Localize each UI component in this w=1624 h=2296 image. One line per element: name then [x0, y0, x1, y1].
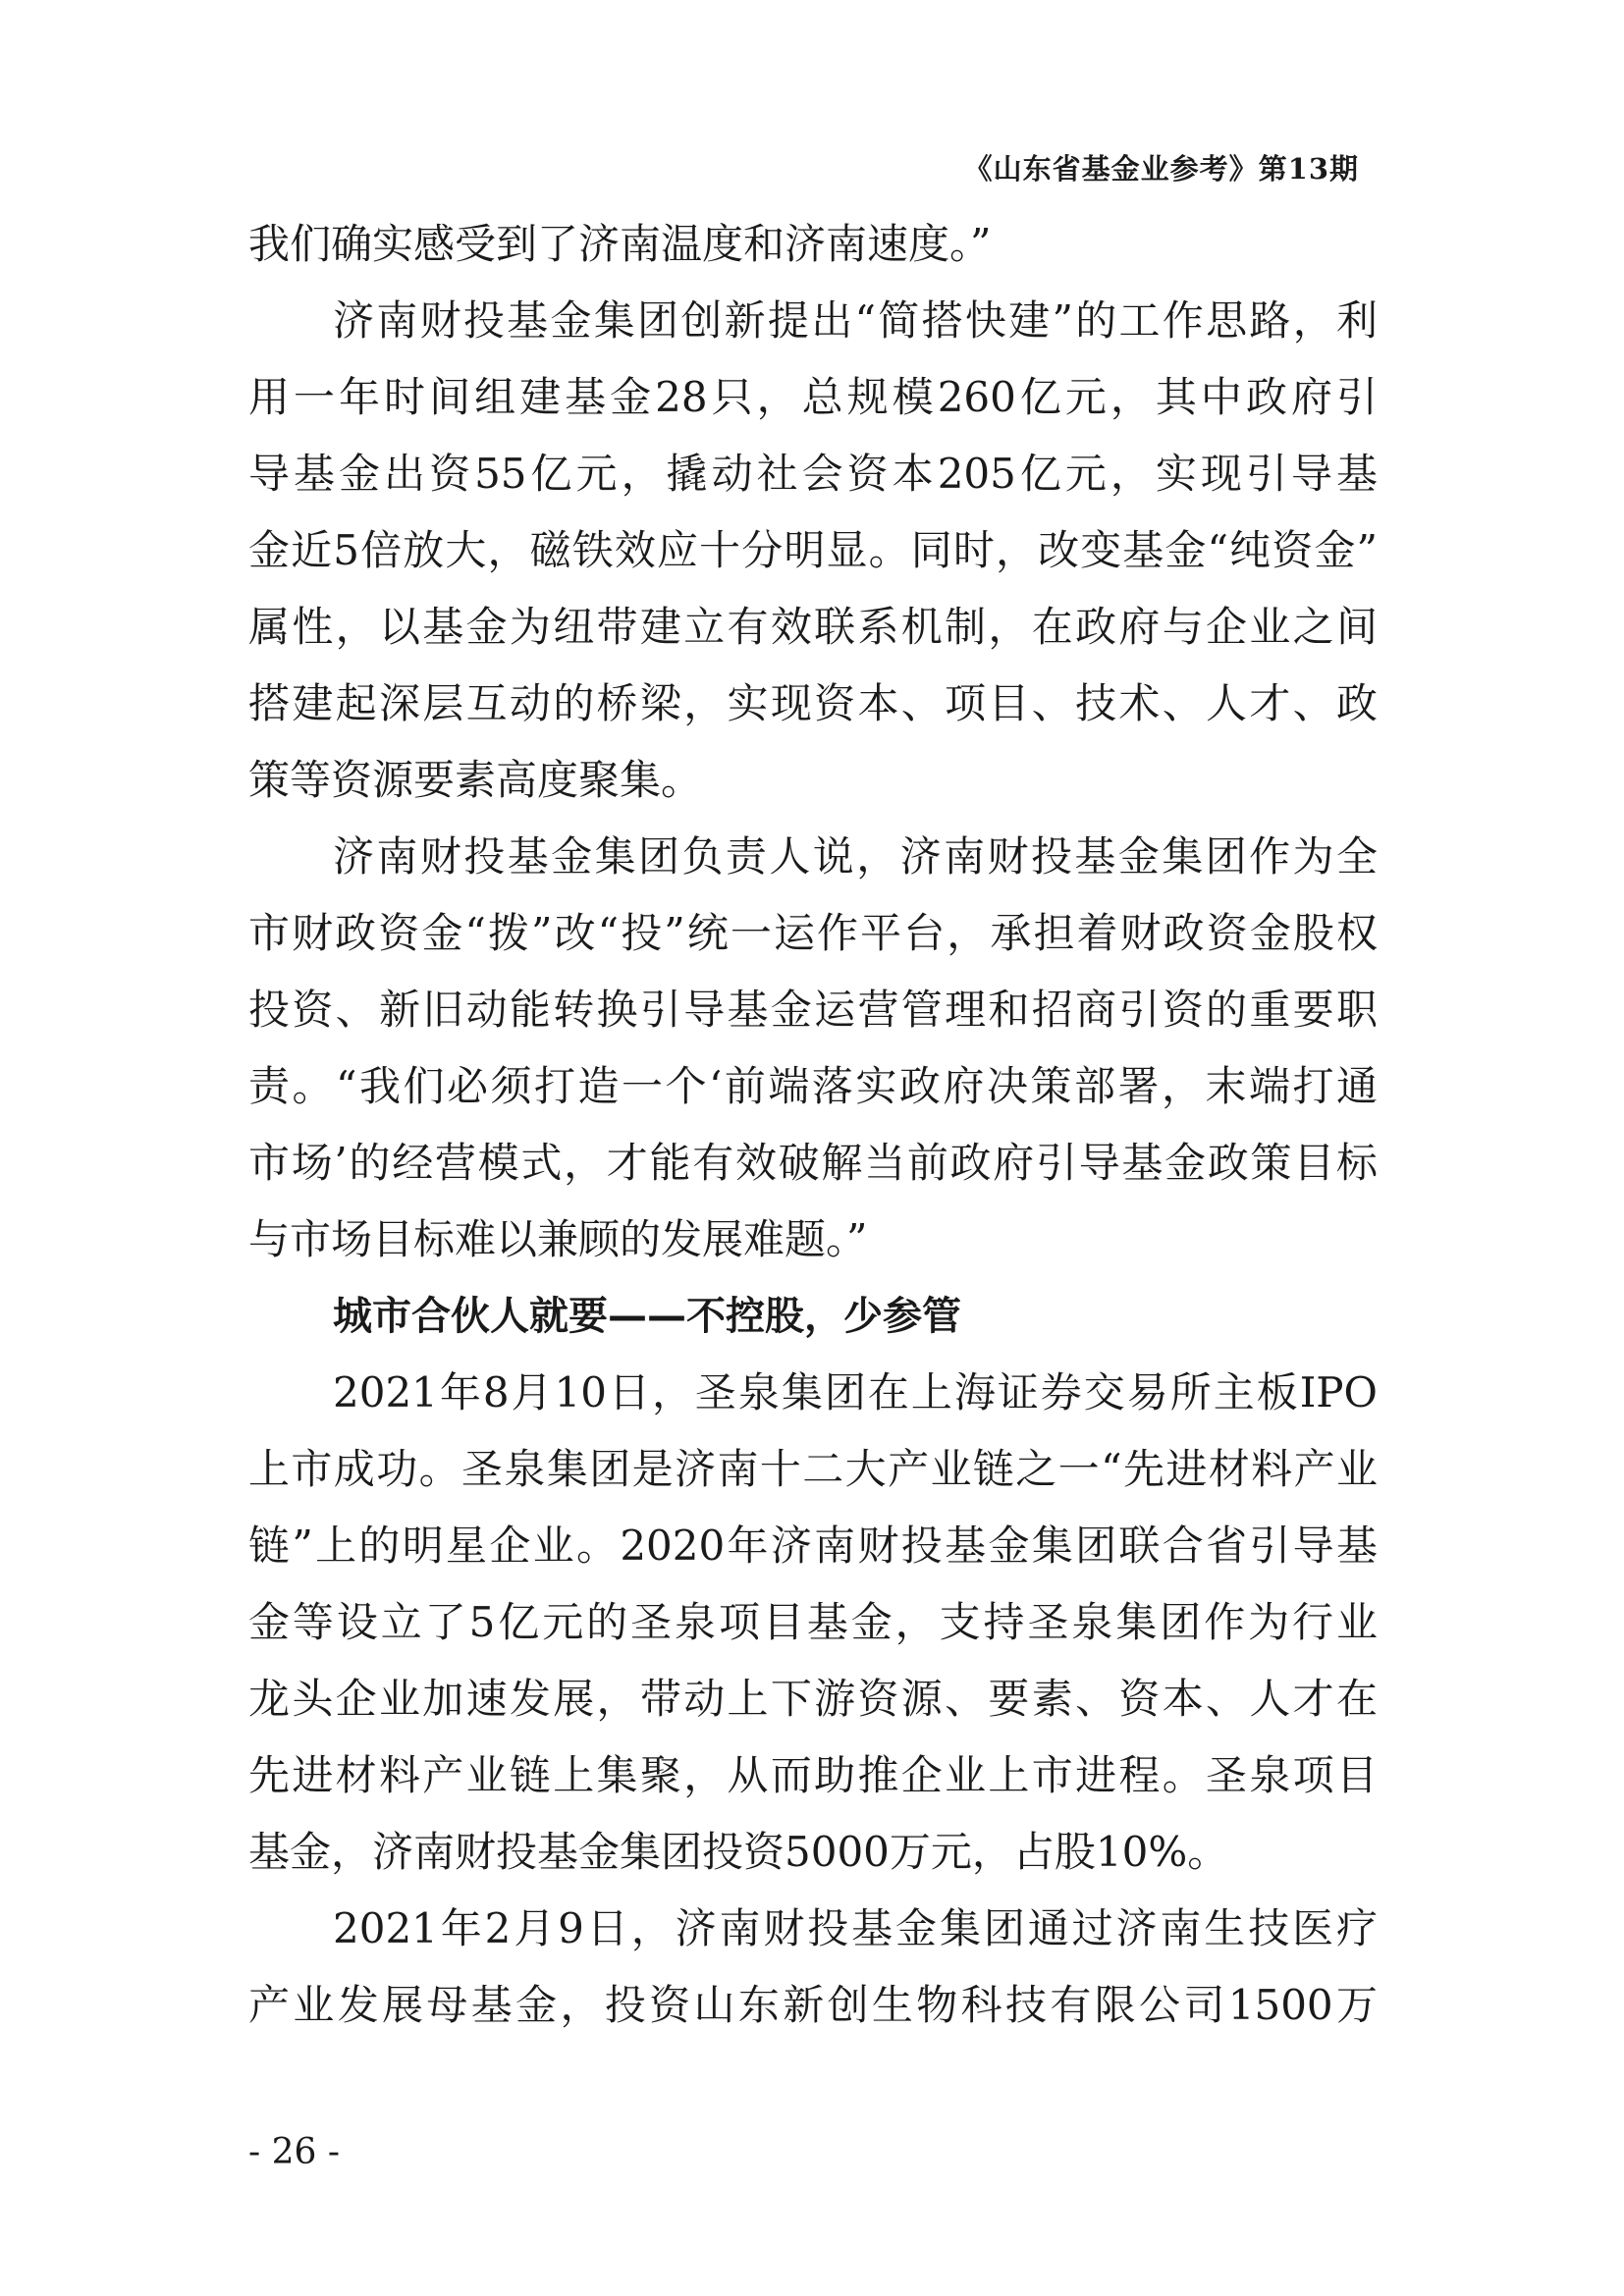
body-line: 市财政资金“拨”改“投”统一运作平台，承担着财政资金股权: [248, 909, 1378, 957]
running-header: 《山东省基金业参考》第13期: [963, 152, 1359, 186]
body-line: 济南财投基金集团负责人说，济南财投基金集团作为全: [333, 832, 1378, 881]
body-line: 投资、新旧动能转换引导基金运营管理和招商引资的重要职: [248, 986, 1378, 1034]
body-line: 市场’的经营模式，才能有效破解当前政府引导基金政策目标: [248, 1139, 1378, 1187]
section-heading: 城市合伙人就要——不控股，少参管: [333, 1294, 961, 1339]
body-line: 先进材料产业链上集聚，从而助推企业上市进程。圣泉项目: [248, 1751, 1378, 1799]
body-line: 济南财投基金集团创新提出“简搭快建”的工作思路，利: [333, 296, 1378, 345]
body-line: 2021年8月10日，圣泉集团在上海证券交易所主板IPO: [333, 1368, 1378, 1416]
body-line: 与市场目标难以兼顾的发展难题。”: [248, 1215, 868, 1263]
body-line: 导基金出资55亿元，撬动社会资本205亿元，实现引导基: [248, 450, 1378, 498]
body-line: 2021年2月9日，济南财投基金集团通过济南生技医疗: [333, 1904, 1378, 1952]
body-line: 搭建起深层互动的桥梁，实现资本、项目、技术、人才、政: [248, 679, 1378, 727]
body-line: 基金，济南财投基金集团投资5000万元，占股10%。: [248, 1828, 1229, 1876]
body-line: 属性，以基金为纽带建立有效联系机制，在政府与企业之间: [248, 603, 1378, 651]
body-line: 龙头企业加速发展，带动上下游资源、要素、资本、人才在: [248, 1675, 1378, 1723]
body-line: 用一年时间组建基金28只，总规模260亿元，其中政府引: [248, 373, 1378, 421]
body-line: 策等资源要素高度聚集。: [248, 756, 703, 804]
body-line: 链”上的明星企业。2020年济南财投基金集团联合省引导基: [248, 1522, 1378, 1570]
page-number: - 26 -: [248, 2132, 341, 2172]
body-line: 产业发展母基金，投资山东新创生物科技有限公司1500万: [248, 1981, 1378, 2029]
body-line: 上市成功。圣泉集团是济南十二大产业链之一“先进材料产业: [248, 1445, 1378, 1493]
body-line: 责。“我们必须打造一个‘前端落实政府决策部署，末端打通: [248, 1062, 1378, 1110]
body-line: 金等设立了5亿元的圣泉项目基金，支持圣泉集团作为行业: [248, 1598, 1378, 1646]
body-line: 金近5倍放大，磁铁效应十分明显。同时，改变基金“纯资金”: [248, 526, 1378, 574]
body-line: 我们确实感受到了济南温度和济南速度。”: [248, 220, 992, 268]
